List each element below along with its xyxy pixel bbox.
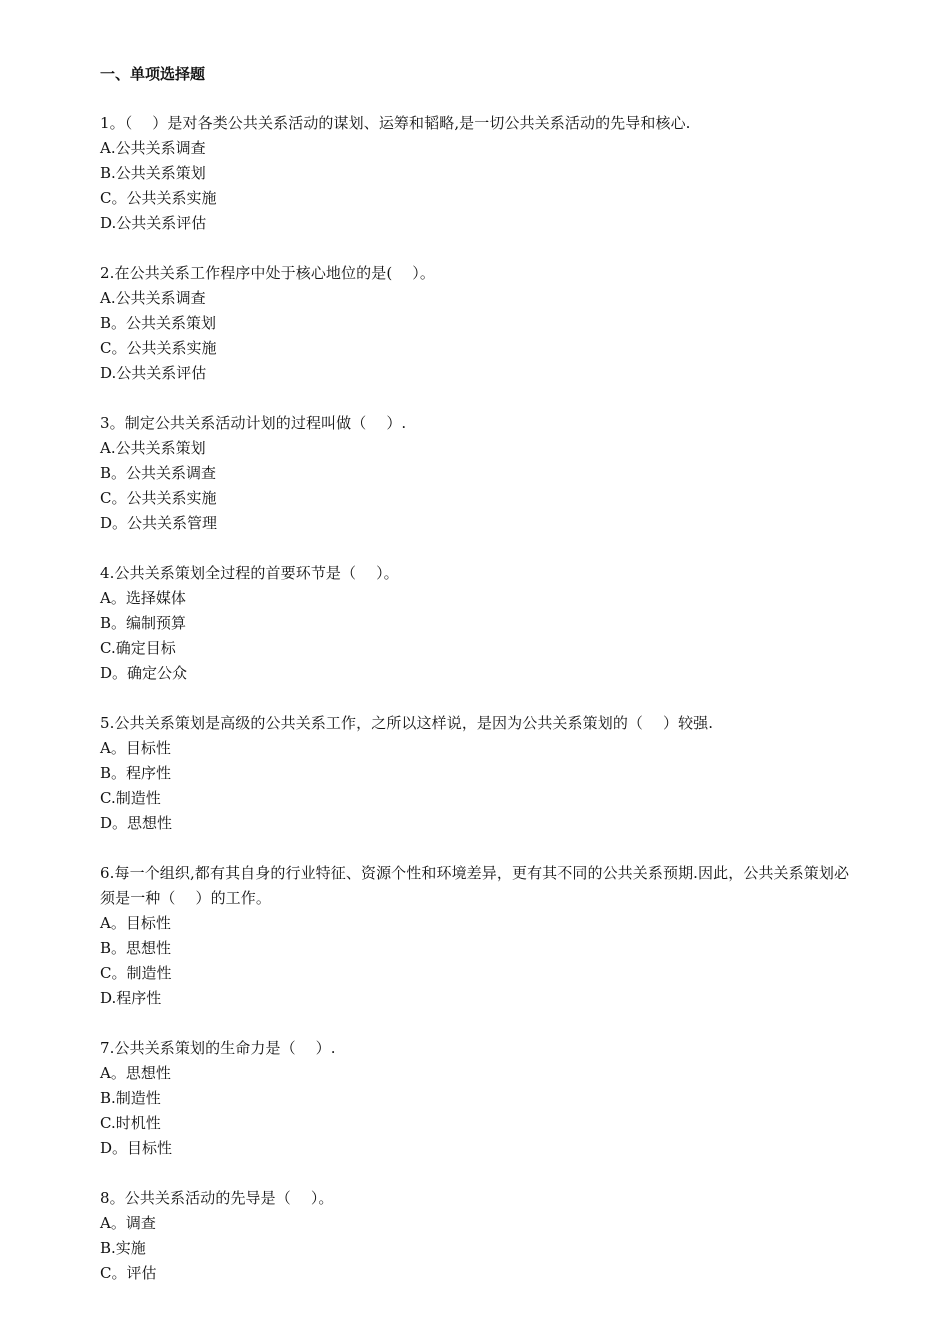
option-b: B.实施: [100, 1239, 146, 1257]
option-d: D.程序性: [100, 989, 162, 1007]
question-stem: 5.公共关系策划是高级的公共关系工作，之所以这样说，是因为公共关系策划的（ ）较强.: [100, 714, 714, 732]
option-a: A。调查: [100, 1214, 156, 1232]
option-c: C.确定目标: [100, 639, 176, 657]
question-6: [100, 861, 860, 1011]
question-stem: 2.在公共关系工作程序中处于核心地位的是( ）。: [100, 264, 435, 282]
option-d: D。确定公众: [100, 664, 188, 682]
option-c: C.制造性: [100, 789, 161, 807]
question-8: [100, 1186, 860, 1286]
option-a: A.公共关系调查: [100, 289, 206, 307]
option-c: C。公共关系实施: [100, 189, 217, 207]
question-stem: 7.公共关系策划的生命力是（ ）.: [100, 1039, 336, 1057]
option-d: D.公共关系评估: [100, 364, 207, 382]
option-a: A。思想性: [100, 1064, 171, 1082]
option-b: B.制造性: [100, 1089, 161, 1107]
option-c: C。公共关系实施: [100, 489, 217, 507]
option-b: B。公共关系策划: [100, 314, 217, 332]
option-d: D。公共关系管理: [100, 514, 218, 532]
option-d: D。目标性: [100, 1139, 173, 1157]
question-stem: 6.每一个组织,都有其自身的行业特征、资源个性和环境差异，更有其不同的公共关系预期.因此，公共关系策划必须是一种（ ）的工作。: [100, 864, 850, 907]
document-page: [100, 62, 860, 1311]
option-c: C。评估: [100, 1264, 157, 1282]
option-d: D。思想性: [100, 814, 173, 832]
option-a: A。目标性: [100, 739, 171, 757]
option-a: A。选择媒体: [100, 589, 186, 607]
option-a: A。目标性: [100, 914, 171, 932]
question-1: [100, 111, 860, 236]
option-c: C.时机性: [100, 1114, 161, 1132]
section-title: 一、单项选择题: [100, 65, 206, 83]
question-2: [100, 261, 860, 386]
question-stem: 8。公共关系活动的先导是（ ）。: [100, 1189, 334, 1207]
option-a: A.公共关系调查: [100, 139, 206, 157]
question-3: [100, 411, 860, 536]
option-c: C。制造性: [100, 964, 172, 982]
question-5: [100, 711, 860, 836]
question-stem: 3。制定公共关系活动计划的过程叫做（ ）.: [100, 414, 407, 432]
option-d: D.公共关系评估: [100, 214, 207, 232]
question-stem: 1。（ ）是对各类公共关系活动的谋划、运筹和韬略,是一切公共关系活动的先导和核心.: [100, 114, 691, 132]
option-a: A.公共关系策划: [100, 439, 206, 457]
question-7: [100, 1036, 860, 1161]
option-b: B。思想性: [100, 939, 172, 957]
question-stem: 4.公共关系策划全过程的首要环节是（ ）。: [100, 564, 399, 582]
question-4: [100, 561, 860, 686]
option-b: B。公共关系调查: [100, 464, 217, 482]
option-b: B。编制预算: [100, 614, 187, 632]
option-b: B.公共关系策划: [100, 164, 206, 182]
option-c: C。公共关系实施: [100, 339, 217, 357]
option-b: B。程序性: [100, 764, 172, 782]
